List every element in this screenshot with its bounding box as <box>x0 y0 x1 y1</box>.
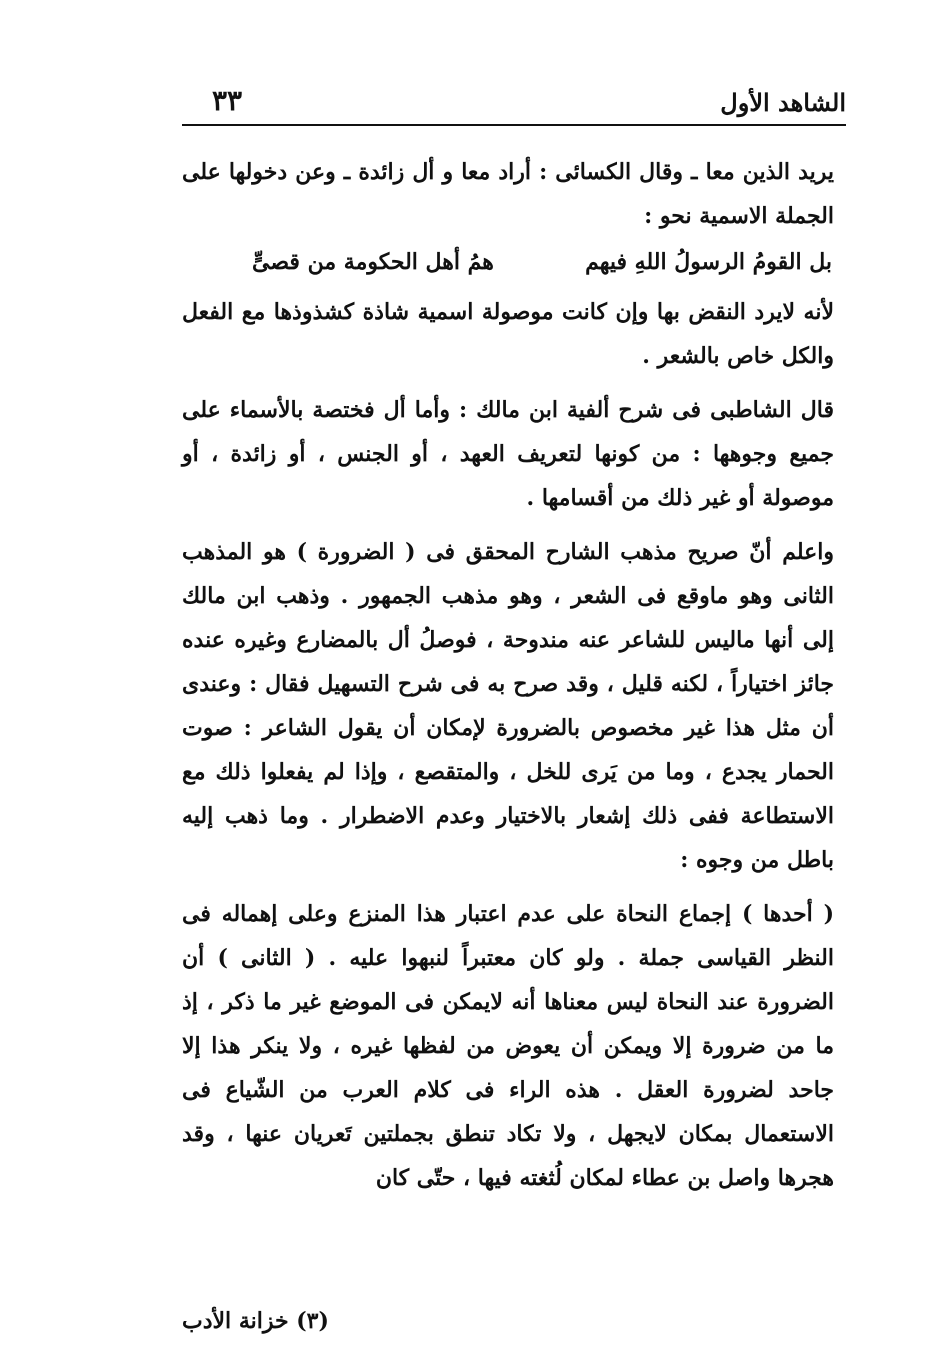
body-text <box>182 150 834 1200</box>
paragraph-2: لأنه لايرد النقض بها وإن كانت موصولة اسمية شاذة كشذوذها مع الفعل والكل خاص بالشعر . <box>182 299 834 369</box>
running-head <box>182 82 846 122</box>
footer-signature: (٣) خزانة الأدب <box>182 1308 329 1334</box>
verse-first-hemistich: بل القومُ الرسولُ اللهِ فيهم <box>585 249 832 275</box>
paragraph-1: يريد الذين معا ـ وقال الكسائى : أراد معا و أل زائدة ـ وعن دخولها على الجملة الاسمية نحو : <box>182 159 834 229</box>
page-number: ٣٣ <box>212 84 243 117</box>
verse-second-hemistich: همُ أهل الحكومة من قصىٍّ <box>252 249 494 275</box>
running-head-title: الشاهد الأول <box>720 88 846 117</box>
header-rule <box>182 124 846 126</box>
paragraph-4: واعلم أنّ صريح مذهب الشارح المحقق فى ( الضرورة ) هو المذهب الثانى وهو ماوقع فى الشعر ، وهو مذهب الجمهور . وذهب ابن مالك إلى أنها ماليس للشاعر عنه مندوحة ، فوصلُ أل بالمضارع وغيره عنده جائز اختياراً ، لكنه قليل ، وقد صرح به فى شرح التسهيل فقال : وعندى أن مثل هذا غير مخصوص بالضرورة لإمكان أن يقول الشاعر : صوت الحمار يجدع ، وما من يَرى للخل ، والمتقصع ، وإذا لم يفعلوا ذلك مع الاستطاعة ففى ذلك إشعار بالاختيار وعدم الاضطرار . وما ذهب إليه باطل من وجوه : <box>182 539 834 873</box>
paragraph-5: ( أحدها ) إجماع النحاة على عدم اعتبار هذا المنزع وعلى إهماله فى النظر القياسى جملة . ولو كان معتبراً لنبهوا عليه . ( الثانى ) أن الضرورة عند النحاة ليس معناها أنه لايمكن فى الموضع غير ما ذكر ، إذ ما من ضرورة إلا ويمكن أن يعوض من لفظها غيره ، ولا ينكر هذا إلا جاحد لضرورة العقل . هذه الراء فى كلام العرب من الشّياع فى الاستعمال بمكان لايجهل ، ولا تكاد تنطق بجملتين تَعريان عنها ، وقد هجرها واصل بن عطاء لمكان لُثغته فيها ، حتّى كان <box>182 901 834 1191</box>
paragraph-3: قال الشاطبى فى شرح ألفية ابن مالك : وأما أل فختصة بالأسماء على جميع وجوهها : من كونها لتعريف العهد ، أو الجنس ، أو زائدة ، أو موصولة أو غير ذلك من أقسامها . <box>182 397 834 511</box>
verse-line <box>182 238 834 290</box>
